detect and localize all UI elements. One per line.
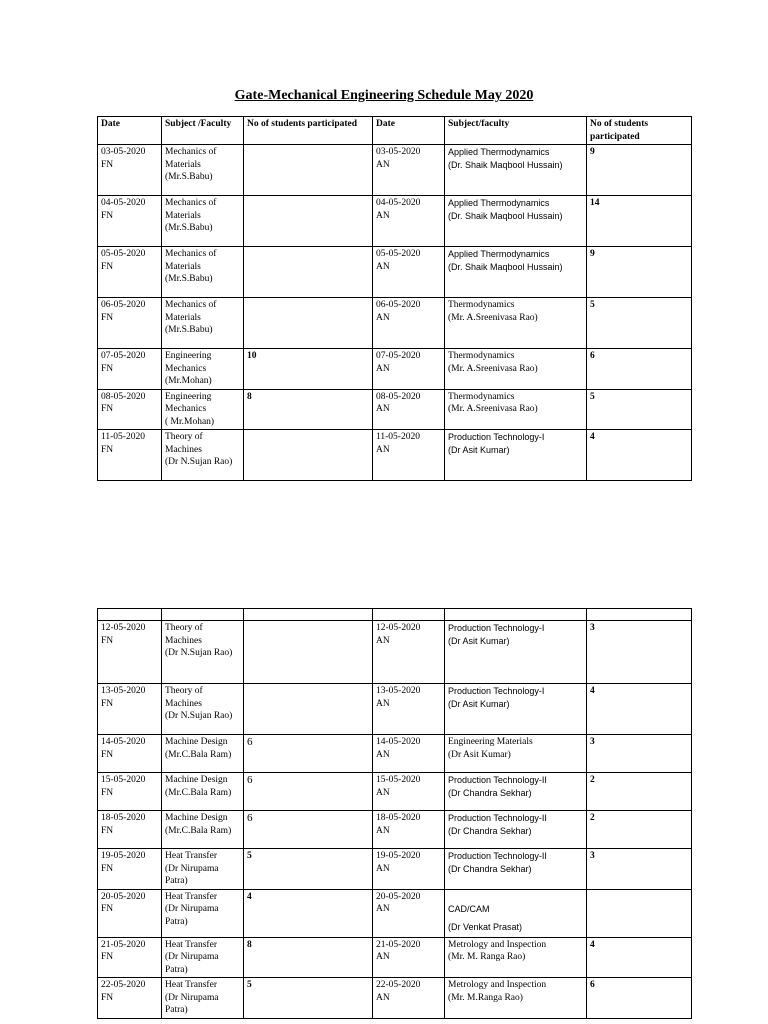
fn-date: 20-05-2020 xyxy=(101,891,146,902)
fn-subject-cell xyxy=(162,849,244,890)
an-subject-cell xyxy=(445,937,587,978)
an-subject: Production Technology-I xyxy=(448,623,545,633)
an-date: 06-05-2020 xyxy=(376,300,421,310)
fn-subject: Heat Transfer xyxy=(165,851,217,861)
an-subject: Thermodynamics xyxy=(448,391,515,402)
fn-subject: Engineering Mechanics xyxy=(165,351,212,374)
header-subject-an: Subject/faculty xyxy=(445,117,587,145)
fn-date: 13-05-2020 xyxy=(101,686,146,696)
an-session: AN xyxy=(376,952,390,962)
fn-date: 04-05-2020 xyxy=(101,198,146,208)
an-date-cell xyxy=(373,735,445,773)
fn-subject: Theory of Machines xyxy=(165,432,203,455)
fn-count-cell: 8 xyxy=(244,937,373,978)
fn-date: 14-05-2020 xyxy=(101,737,146,747)
an-session: AN xyxy=(376,363,390,374)
fn-faculty: (Mr.Mohan) xyxy=(165,376,212,386)
fn-session: FN xyxy=(101,904,114,914)
fn-date-cell xyxy=(98,684,162,735)
an-subject-cell xyxy=(445,735,587,773)
fn-faculty: (Dr Nirupama Patra) xyxy=(165,992,219,1015)
fn-date: 07-05-2020 xyxy=(101,351,146,361)
an-faculty: (Dr. Shaik Maqbool Hussain) xyxy=(448,261,563,272)
fn-date-cell xyxy=(98,247,162,298)
an-date-cell xyxy=(373,298,445,349)
an-session: AN xyxy=(376,261,390,272)
table-row xyxy=(98,889,692,937)
empty-header-row xyxy=(98,609,692,621)
fn-subject-cell xyxy=(162,773,244,811)
table-row xyxy=(98,773,692,811)
fn-session: FN xyxy=(101,635,114,646)
an-date-cell xyxy=(373,247,445,298)
an-date: 05-05-2020 xyxy=(376,249,421,259)
table-row xyxy=(98,196,692,247)
fn-session: FN xyxy=(101,159,114,170)
an-session: AN xyxy=(376,787,390,798)
fn-subject: Machine Design xyxy=(165,813,228,823)
fn-count-cell: 4 xyxy=(244,889,373,937)
an-count-cell: 4 xyxy=(587,430,692,481)
an-session: AN xyxy=(376,312,390,323)
an-subject-cell xyxy=(445,196,587,247)
fn-faculty: (Dr N.Sujan Rao) xyxy=(165,457,233,467)
an-subject-cell xyxy=(445,349,587,390)
an-faculty: (Dr Asit Kumar) xyxy=(448,698,510,709)
fn-session: FN xyxy=(101,952,114,962)
table-row xyxy=(98,978,692,1019)
an-count-cell: 6 xyxy=(587,349,692,390)
an-session: AN xyxy=(376,992,390,1003)
fn-count-cell: 6 xyxy=(244,735,373,773)
fn-session: FN xyxy=(101,210,114,221)
fn-faculty: ( Mr.Mohan) xyxy=(165,416,215,427)
an-session: AN xyxy=(376,904,390,914)
fn-faculty: (Mr.S.Babu) xyxy=(165,223,213,233)
fn-date: 21-05-2020 xyxy=(101,939,146,950)
an-date: 08-05-2020 xyxy=(376,391,421,402)
an-count-cell: 6 xyxy=(587,978,692,1019)
fn-date-cell xyxy=(98,735,162,773)
an-count-cell: 14 xyxy=(587,196,692,247)
an-subject: Thermodynamics xyxy=(448,300,515,310)
an-date: 19-05-2020 xyxy=(376,851,421,861)
an-date-cell xyxy=(373,849,445,890)
schedule-table-1 xyxy=(97,116,692,481)
header-date-an: Date xyxy=(373,117,445,145)
fn-session: FN xyxy=(101,749,114,760)
an-subject: Production Technology-II xyxy=(448,813,547,823)
an-date-cell xyxy=(373,621,445,684)
fn-subject-cell xyxy=(162,937,244,978)
an-session: AN xyxy=(376,749,390,760)
fn-date-cell xyxy=(98,811,162,849)
an-count-cell: 3 xyxy=(587,735,692,773)
fn-faculty: (Mr.C.Bala Ram) xyxy=(165,749,232,760)
fn-faculty: (Mr.C.Bala Ram) xyxy=(165,787,232,798)
an-faculty: (Dr. Shaik Maqbool Hussain) xyxy=(448,210,563,221)
fn-subject-cell xyxy=(162,349,244,390)
an-faculty: (Mr. A.Sreenivasa Rao) xyxy=(448,363,538,374)
fn-session: FN xyxy=(101,787,114,798)
an-count-cell: 9 xyxy=(587,145,692,196)
an-subject: Applied Thermodynamics xyxy=(448,147,550,157)
an-faculty: (Dr Venkat Prasat) xyxy=(448,922,523,932)
fn-count-cell: 6 xyxy=(244,811,373,849)
fn-session: FN xyxy=(101,825,114,836)
fn-faculty: (Dr Nirupama Patra) xyxy=(165,952,219,975)
table-row xyxy=(98,349,692,390)
an-count-cell: 3 xyxy=(587,849,692,890)
fn-subject: Machine Design xyxy=(165,775,228,785)
fn-subject: Mechanics of Materials xyxy=(165,147,217,170)
fn-faculty: (Dr N.Sujan Rao) xyxy=(165,711,233,721)
fn-subject-cell xyxy=(162,811,244,849)
fn-count-cell xyxy=(244,430,373,481)
an-count-cell: 9 xyxy=(587,247,692,298)
fn-count-cell: 5 xyxy=(244,978,373,1019)
an-date-cell xyxy=(373,811,445,849)
fn-date: 11-05-2020 xyxy=(101,432,145,442)
fn-subject: Theory of Machines xyxy=(165,686,203,709)
an-session: AN xyxy=(376,404,390,414)
fn-date-cell xyxy=(98,937,162,978)
an-subject-cell xyxy=(445,389,587,430)
an-session: AN xyxy=(376,444,390,455)
an-date-cell xyxy=(373,430,445,481)
an-subject-cell xyxy=(445,684,587,735)
fn-subject: Heat Transfer xyxy=(165,980,217,990)
fn-session: FN xyxy=(101,992,114,1003)
an-count-cell: 2 xyxy=(587,811,692,849)
an-date-cell xyxy=(373,773,445,811)
an-count-cell: 5 xyxy=(587,298,692,349)
fn-faculty: (Mr.S.Babu) xyxy=(165,325,213,335)
fn-date: 06-05-2020 xyxy=(101,300,146,310)
an-date: 14-05-2020 xyxy=(376,737,421,747)
an-subject-cell xyxy=(445,811,587,849)
an-date: 21-05-2020 xyxy=(376,939,421,950)
table-row xyxy=(98,389,692,430)
fn-subject-cell xyxy=(162,298,244,349)
an-subject-cell xyxy=(445,298,587,349)
an-session: AN xyxy=(376,698,390,709)
fn-count-cell xyxy=(244,298,373,349)
an-subject-cell xyxy=(445,430,587,481)
fn-date: 19-05-2020 xyxy=(101,851,146,861)
fn-count-cell: 6 xyxy=(244,773,373,811)
an-faculty: (Dr Chandra Sekhar) xyxy=(448,787,532,798)
fn-faculty: (Mr.C.Bala Ram) xyxy=(165,825,232,836)
fn-count-cell: 10 xyxy=(244,349,373,390)
fn-count-cell xyxy=(244,247,373,298)
fn-subject: Mechanics of Materials xyxy=(165,300,217,323)
fn-subject-cell xyxy=(162,247,244,298)
fn-date-cell xyxy=(98,145,162,196)
header-students-fn: No of students participated xyxy=(244,117,373,145)
an-date-cell xyxy=(373,684,445,735)
fn-subject: Mechanics of Materials xyxy=(165,249,217,272)
fn-session: FN xyxy=(101,363,114,374)
an-date-cell xyxy=(373,349,445,390)
an-faculty: (Mr. A.Sreenivasa Rao) xyxy=(448,312,538,323)
title-text: Gate-Mechanical Engineering Schedule May 2020 xyxy=(234,88,534,103)
schedule-table-2 xyxy=(97,608,692,1019)
an-date: 03-05-2020 xyxy=(376,147,421,157)
table-row xyxy=(98,849,692,890)
an-date: 07-05-2020 xyxy=(376,351,421,361)
fn-date: 05-05-2020 xyxy=(101,249,146,259)
an-count-cell: 3 xyxy=(587,621,692,684)
fn-date: 15-05-2020 xyxy=(101,775,146,785)
an-session: AN xyxy=(376,635,390,646)
fn-session: FN xyxy=(101,261,114,272)
fn-date-cell xyxy=(98,196,162,247)
an-date-cell xyxy=(373,196,445,247)
an-date-cell xyxy=(373,889,445,937)
header-date: Date xyxy=(98,117,162,145)
table-row xyxy=(98,621,692,684)
table-2-body xyxy=(98,621,692,1019)
an-date: 13-05-2020 xyxy=(376,686,421,696)
an-faculty: (Mr. M.Ranga Rao) xyxy=(448,992,523,1003)
fn-date-cell xyxy=(98,430,162,481)
an-subject: Engineering Materials xyxy=(448,737,533,747)
fn-subject-cell xyxy=(162,145,244,196)
an-subject-cell xyxy=(445,773,587,811)
table-row xyxy=(98,937,692,978)
an-faculty: (Dr Asit Kumar) xyxy=(448,444,510,455)
fn-subject: Machine Design xyxy=(165,737,228,747)
an-subject-cell xyxy=(445,978,587,1019)
an-count-cell: 5 xyxy=(587,389,692,430)
header-students-an: No of students participated xyxy=(587,117,692,145)
fn-faculty: (Dr Nirupama Patra) xyxy=(165,863,219,886)
an-date-cell xyxy=(373,937,445,978)
fn-subject-cell xyxy=(162,389,244,430)
an-subject: Production Technology-II xyxy=(448,775,547,785)
fn-faculty: (Mr.S.Babu) xyxy=(165,172,213,182)
fn-faculty: (Dr Nirupama Patra) xyxy=(165,904,219,927)
table-row xyxy=(98,247,692,298)
header-subject-fn: Subject /Faculty xyxy=(162,117,244,145)
table-row xyxy=(98,145,692,196)
an-date: 18-05-2020 xyxy=(376,813,421,823)
an-session: AN xyxy=(376,863,390,874)
fn-session: FN xyxy=(101,312,114,323)
fn-subject-cell xyxy=(162,196,244,247)
an-session: AN xyxy=(376,825,390,836)
table-row xyxy=(98,684,692,735)
fn-date: 03-05-2020 xyxy=(101,147,146,157)
fn-date-cell xyxy=(98,349,162,390)
fn-count-cell: 8 xyxy=(244,389,373,430)
an-subject: Production Technology-I xyxy=(448,432,545,442)
an-date-cell xyxy=(373,145,445,196)
fn-subject: Engineering Mechanics xyxy=(165,391,212,414)
an-subject: Production Technology-I xyxy=(448,686,545,696)
fn-date: 22-05-2020 xyxy=(101,980,146,990)
fn-count-cell xyxy=(244,145,373,196)
page-title xyxy=(0,88,768,104)
fn-count-cell xyxy=(244,684,373,735)
fn-date: 18-05-2020 xyxy=(101,813,146,823)
an-date: 04-05-2020 xyxy=(376,198,421,208)
an-date: 20-05-2020 xyxy=(376,891,421,902)
an-subject: CAD/CAM xyxy=(448,903,490,914)
fn-count-cell xyxy=(244,196,373,247)
table-row xyxy=(98,430,692,481)
an-subject-cell xyxy=(445,145,587,196)
an-count-cell xyxy=(587,889,692,937)
table-row xyxy=(98,811,692,849)
fn-date-cell xyxy=(98,889,162,937)
fn-subject-cell xyxy=(162,889,244,937)
an-subject: Applied Thermodynamics xyxy=(448,198,550,208)
an-faculty: (Mr. A.Sreenivasa Rao) xyxy=(448,404,538,414)
an-subject: Production Technology-II xyxy=(448,851,547,861)
fn-session: FN xyxy=(101,404,114,414)
fn-subject-cell xyxy=(162,684,244,735)
fn-date-cell xyxy=(98,298,162,349)
an-date: 22-05-2020 xyxy=(376,980,421,990)
an-faculty: (Dr Asit Kumar) xyxy=(448,635,510,646)
an-subject: Thermodynamics xyxy=(448,351,515,361)
table-header-row xyxy=(98,117,692,145)
fn-date-cell xyxy=(98,773,162,811)
table-row xyxy=(98,735,692,773)
fn-subject: Mechanics of Materials xyxy=(165,198,217,221)
table-1-body xyxy=(98,145,692,481)
an-subject-cell xyxy=(445,889,587,937)
fn-date-cell xyxy=(98,389,162,430)
an-date-cell xyxy=(373,389,445,430)
fn-subject: Theory of Machines xyxy=(165,623,203,646)
an-date: 11-05-2020 xyxy=(376,432,420,442)
fn-session: FN xyxy=(101,444,114,455)
an-session: AN xyxy=(376,210,390,221)
fn-date-cell xyxy=(98,621,162,684)
an-faculty: (Dr. Shaik Maqbool Hussain) xyxy=(448,159,563,170)
an-subject-cell xyxy=(445,849,587,890)
an-count-cell: 4 xyxy=(587,684,692,735)
an-faculty: (Mr. M. Ranga Rao) xyxy=(448,952,526,962)
fn-date-cell xyxy=(98,849,162,890)
an-faculty: (Dr Asit Kumar) xyxy=(448,749,511,760)
fn-session: FN xyxy=(101,863,114,874)
an-subject-cell xyxy=(445,621,587,684)
fn-subject: Heat Transfer xyxy=(165,891,217,902)
fn-date: 08-05-2020 xyxy=(101,391,146,402)
an-session: AN xyxy=(376,159,390,170)
an-subject: Metrology and Inspection xyxy=(448,980,547,990)
an-faculty: (Dr Chandra Sekhar) xyxy=(448,825,532,836)
fn-date: 12-05-2020 xyxy=(101,623,146,633)
fn-faculty: (Mr.S.Babu) xyxy=(165,274,213,284)
fn-subject: Heat Transfer xyxy=(165,939,217,950)
an-count-cell: 2 xyxy=(587,773,692,811)
fn-subject-cell xyxy=(162,735,244,773)
an-subject-cell xyxy=(445,247,587,298)
fn-session: FN xyxy=(101,698,114,709)
fn-subject-cell xyxy=(162,978,244,1019)
an-faculty: (Dr Chandra Sekhar) xyxy=(448,863,532,874)
an-date: 15-05-2020 xyxy=(376,775,421,785)
fn-count-cell: 5 xyxy=(244,849,373,890)
fn-subject-cell xyxy=(162,430,244,481)
fn-count-cell xyxy=(244,621,373,684)
fn-date-cell xyxy=(98,978,162,1019)
an-date: 12-05-2020 xyxy=(376,623,421,633)
an-count-cell: 4 xyxy=(587,937,692,978)
an-date-cell xyxy=(373,978,445,1019)
an-subject: Metrology and Inspection xyxy=(448,939,547,950)
table-row xyxy=(98,298,692,349)
fn-faculty: (Dr N.Sujan Rao) xyxy=(165,648,233,658)
fn-subject-cell xyxy=(162,621,244,684)
an-subject: Applied Thermodynamics xyxy=(448,249,550,259)
